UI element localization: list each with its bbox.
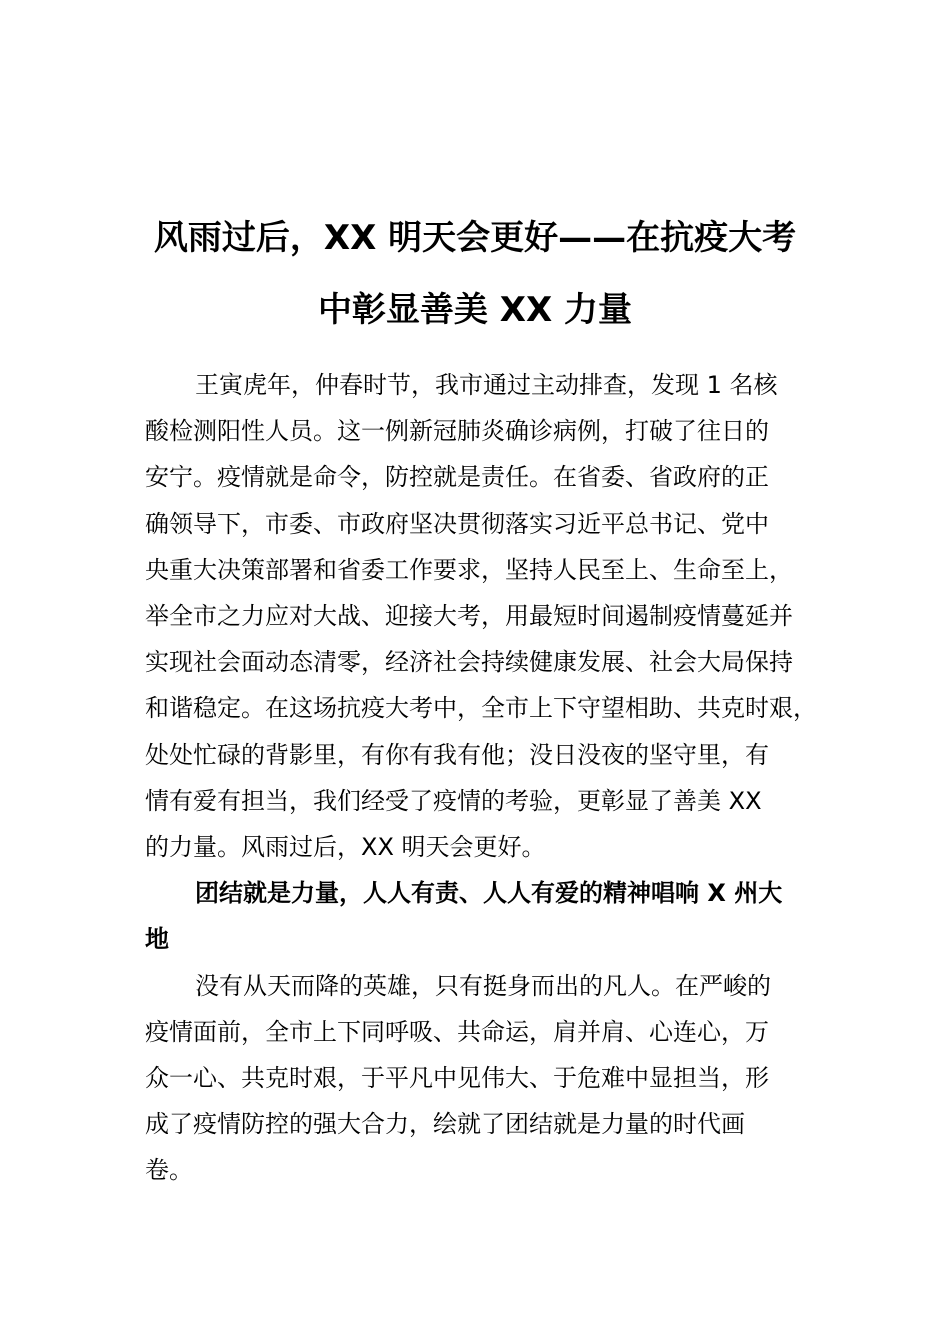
text-line: 安宁。疫情就是命令，防控就是责任。在省委、省政府的正 (145, 463, 769, 492)
text-line: 和谐稳定。在这场抗疫大考中，全市上下守望相助、共克时艰， (145, 694, 817, 723)
text-line: 确领导下，市委、市政府坚决贯彻落实习近平总书记、党中 (145, 509, 769, 538)
paragraph-unity (145, 963, 845, 1194)
text-line: 王寅虎年，仲春时节，我市通过主动排查，发现 1 名核 (195, 371, 778, 399)
text-line: 处处忙碌的背影里，有你有我有他；没日没夜的坚守里，有 (145, 740, 769, 769)
text-line: 没有从天而降的英雄，只有挺身而出的凡人。在严峻的 (195, 971, 771, 1000)
heading-line: 团结就是力量，人人有责、人人有爱的精神唱响 X 州大 (195, 879, 783, 908)
text-line: 成了疫情防控的强大合力，绘就了团结就是力量的时代画 (145, 1110, 745, 1139)
text-line: 疫情面前，全市上下同呼吸、共命运，肩并肩、心连心，万 (145, 1017, 769, 1046)
document-body (145, 362, 845, 1194)
title-line: 风雨过后，XX 明天会更好——在抗疫大考 (153, 218, 797, 258)
heading-line: 地 (145, 925, 169, 954)
text-line: 实现社会面动态清零，经济社会持续健康发展、社会大局保持 (145, 648, 793, 677)
text-line: 央重大决策部署和省委工作要求，坚持人民至上、生命至上， (145, 555, 793, 584)
paragraph-intro (145, 362, 845, 870)
document-title (0, 202, 950, 346)
text-line: 情有爱有担当，我们经受了疫情的考验，更彰显了善美 XX (145, 786, 762, 815)
text-line: 卷。 (145, 1156, 193, 1185)
section-heading (145, 870, 845, 962)
title-line: 中彰显善美 XX 力量 (317, 290, 633, 330)
text-line: 的力量。风雨过后，XX 明天会更好。 (145, 833, 546, 862)
text-line: 众一心、共克时艰，于平凡中见伟大、于危难中显担当，形 (145, 1064, 769, 1093)
text-line: 举全市之力应对大战、迎接大考，用最短时间遏制疫情蔓延并 (145, 602, 793, 631)
text-line: 酸检测阳性人员。这一例新冠肺炎确诊病例，打破了往日的 (145, 417, 769, 446)
